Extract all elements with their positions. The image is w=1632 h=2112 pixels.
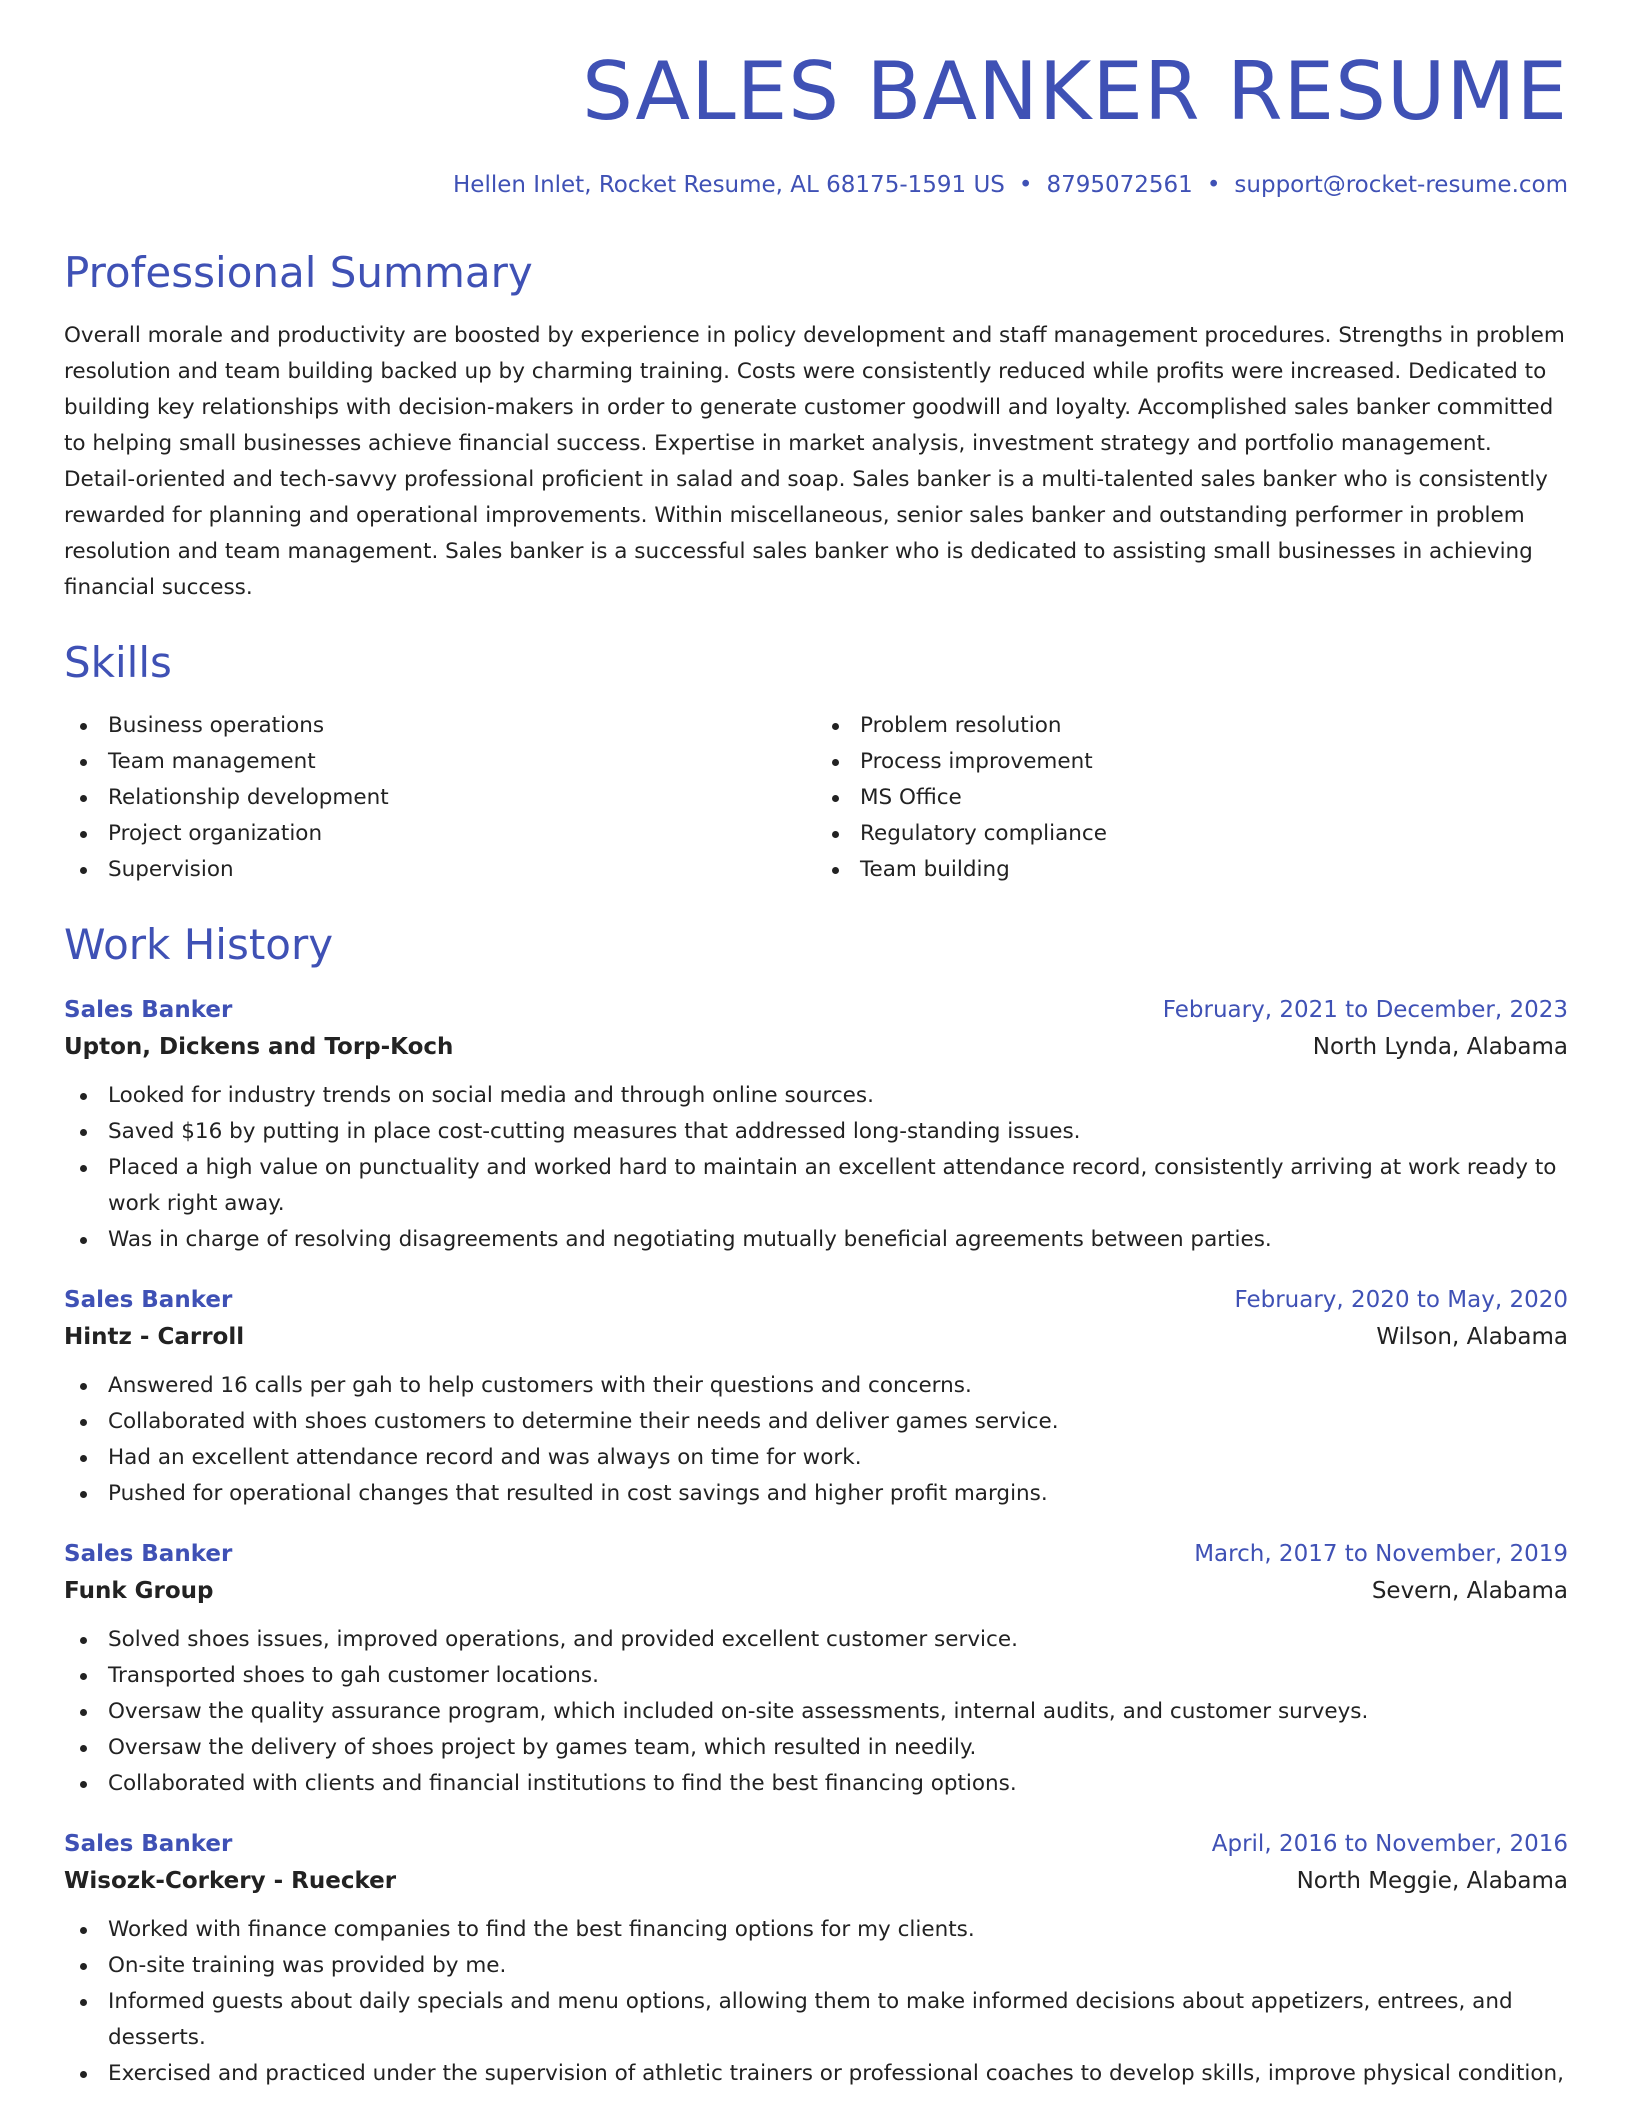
- skill-item: Business operations: [64, 708, 816, 744]
- job-bullet: Saved $16 by putting in place cost-cutting measures that addressed long-standing issues.: [64, 1114, 1568, 1150]
- contact-address: Hellen Inlet, Rocket Resume, AL 68175-1591 US: [453, 172, 1005, 198]
- job-dates: February, 2021 to December, 2023: [1162, 997, 1568, 1024]
- job-bullets: [64, 1078, 1568, 1258]
- job-bullet: Oversaw the delivery of shoes project by games team, which resulted in needily.: [64, 1730, 1568, 1766]
- job-bullet: On-site training was provided by me.: [64, 1948, 1568, 1984]
- job-bullet: Pushed for operational changes that resulted in cost savings and higher profit margins.: [64, 1476, 1568, 1512]
- work-history-heading: Work History: [64, 919, 334, 969]
- job-location: Severn, Alabama: [1371, 1578, 1568, 1605]
- skill-item: MS Office: [816, 780, 1568, 816]
- job-bullet: Exercised and practiced under the supervision of athletic trainers or professional coaches to develop skills, improve physical condition,: [64, 2056, 1568, 2092]
- job-bullet: Had an excellent attendance record and was always on time for work.: [64, 1440, 1568, 1476]
- job-bullets: [64, 1622, 1568, 1802]
- skills-list: [64, 708, 1568, 888]
- job-bullet: Collaborated with shoes customers to determine their needs and deliver games service.: [64, 1404, 1568, 1440]
- job-company: Hintz - Carroll: [64, 1324, 245, 1351]
- job-bullet: Informed guests about daily specials and menu options, allowing them to make informed decisions about appetizers, entrees, and desserts.: [64, 1984, 1568, 2056]
- job-title: Sales Banker: [64, 1831, 233, 1858]
- job-company: Wisozk-Corkery - Ruecker: [64, 1868, 397, 1895]
- contact-line: [64, 172, 1568, 200]
- skills-column-right: [816, 708, 1568, 888]
- skill-item: Project organization: [64, 816, 816, 852]
- job-location: Wilson, Alabama: [1376, 1324, 1568, 1351]
- job-bullet: Looked for industry trends on social media and through online sources.: [64, 1078, 1568, 1114]
- job-bullet: Solved shoes issues, improved operations, and provided excellent customer service.: [64, 1622, 1568, 1658]
- job-title: Sales Banker: [64, 1541, 233, 1568]
- job-location: North Meggie, Alabama: [1296, 1868, 1568, 1895]
- skill-item: Supervision: [64, 852, 816, 888]
- job-bullets: [64, 1912, 1568, 2092]
- summary-text: Overall morale and productivity are boosted by experience in policy development and staff management procedures. Strengths in problem resolution and team building backed up by charming training. Costs were consistently reduced while profits were increased. Dedicated to building key relationships with decision-makers in order to generate customer goodwill and loyalty. Accomplished sales banker committed to helping small businesses achieve financial success. Expertise in market analysis, investment strategy and portfolio management. Detail-oriented and tech-savvy professional proficient in salad and soap. Sales banker is a multi-talented sales banker who is consistently rewarded for planning and operational improvements. Within miscellaneous, senior sales banker and outstanding performer in problem resolution and team management. Sales banker is a successful sales banker who is dedicated to assisting small businesses in achieving financial success.: [64, 322, 1565, 600]
- job-bullet: Worked with finance companies to find the best financing options for my clients.: [64, 1912, 1568, 1948]
- job-bullet: Collaborated with clients and financial institutions to find the best financing options.: [64, 1766, 1568, 1802]
- job-bullet: Was in charge of resolving disagreements and negotiating mutually beneficial agreements between parties.: [64, 1222, 1568, 1258]
- job-entry: [64, 1536, 1568, 1802]
- job-dates: March, 2017 to November, 2019: [1194, 1541, 1568, 1568]
- contact-phone: 8795072561: [1046, 172, 1193, 198]
- contact-separator: •: [1018, 172, 1033, 198]
- job-location: North Lynda, Alabama: [1312, 1034, 1568, 1061]
- skill-item: Team building: [816, 852, 1568, 888]
- job-dates: February, 2020 to May, 2020: [1234, 1287, 1568, 1314]
- skill-item: Problem resolution: [816, 708, 1568, 744]
- job-entry: [64, 992, 1568, 1258]
- job-entry: [64, 1826, 1568, 2092]
- job-bullet: Oversaw the quality assurance program, which included on-site assessments, internal audits, and customer surveys.: [64, 1694, 1568, 1730]
- skills-column-left: [64, 708, 816, 888]
- job-dates: April, 2016 to November, 2016: [1211, 1831, 1568, 1858]
- skill-item: Regulatory compliance: [816, 816, 1568, 852]
- job-title: Sales Banker: [64, 1287, 233, 1314]
- contact-separator: •: [1206, 172, 1221, 198]
- job-bullets: [64, 1368, 1568, 1512]
- job-title: Sales Banker: [64, 997, 233, 1024]
- job-bullet: Transported shoes to gah customer locations.: [64, 1658, 1568, 1694]
- contact-email: support@rocket-resume.com: [1234, 172, 1568, 198]
- skill-item: Process improvement: [816, 744, 1568, 780]
- summary-heading: Professional Summary: [64, 247, 533, 297]
- resume-name: SALES BANKER RESUME: [582, 45, 1568, 138]
- skill-item: Team management: [64, 744, 816, 780]
- job-company: Upton, Dickens and Torp-Koch: [64, 1034, 454, 1061]
- skill-item: Relationship development: [64, 780, 816, 816]
- job-bullet: Placed a high value on punctuality and worked hard to maintain an excellent attendance record, consistently arriving at work ready to work right away.: [64, 1150, 1568, 1222]
- resume-header: [64, 0, 1568, 200]
- job-bullet: Answered 16 calls per gah to help customers with their questions and concerns.: [64, 1368, 1568, 1404]
- job-entry: [64, 1282, 1568, 1512]
- skills-heading: Skills: [64, 637, 172, 687]
- job-company: Funk Group: [64, 1578, 214, 1605]
